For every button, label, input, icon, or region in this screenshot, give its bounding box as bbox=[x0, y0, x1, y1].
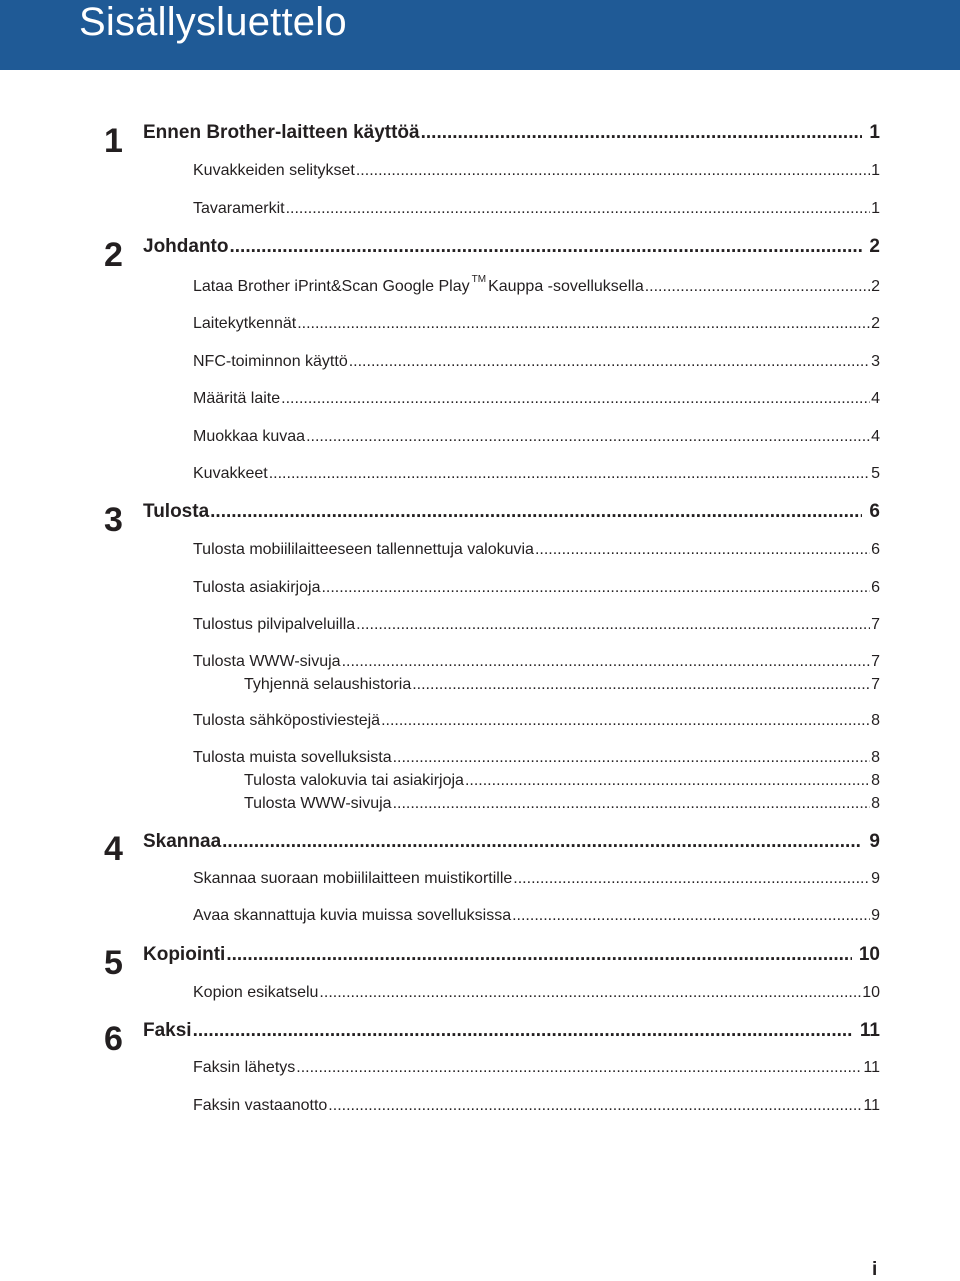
dot-leader bbox=[412, 676, 870, 694]
dot-leader bbox=[393, 795, 871, 813]
toc-chapter-title: Skannaa bbox=[143, 831, 222, 852]
toc-page-number: 8 bbox=[871, 772, 880, 789]
toc-chapter-entry[interactable] bbox=[143, 236, 880, 258]
toc-page-number: 2 bbox=[869, 236, 880, 257]
dot-leader bbox=[535, 541, 870, 559]
toc-subentry[interactable] bbox=[244, 772, 880, 790]
toc-page-number: 6 bbox=[871, 579, 880, 596]
dot-leader bbox=[349, 353, 870, 371]
trademark-mark: TM bbox=[471, 274, 487, 285]
dot-leader bbox=[306, 428, 870, 446]
toc-page-number: 2 bbox=[871, 278, 880, 295]
dot-leader bbox=[321, 579, 870, 597]
toc-page-number: 1 bbox=[871, 200, 880, 217]
toc-entry[interactable] bbox=[193, 353, 880, 371]
toc-entry[interactable] bbox=[193, 428, 880, 446]
chapter-number: 3 bbox=[104, 501, 123, 539]
dot-leader bbox=[281, 390, 870, 408]
toc-page-number: 10 bbox=[862, 984, 880, 1001]
toc-page-number: 1 bbox=[869, 122, 880, 143]
toc-chapter-title: Kopiointi bbox=[143, 944, 226, 965]
toc-entry[interactable] bbox=[193, 1097, 880, 1115]
chapter-number: 5 bbox=[104, 944, 123, 982]
page-title: Sisällysluettelo bbox=[79, 0, 347, 44]
toc-chapter-entry[interactable] bbox=[143, 122, 880, 144]
toc-entry[interactable] bbox=[193, 315, 880, 333]
toc-entry-title: Kuvakkeet bbox=[193, 465, 268, 482]
toc-entry-title: Faksin lähetys bbox=[193, 1059, 296, 1076]
toc-page-number: 5 bbox=[871, 465, 880, 482]
dot-leader bbox=[226, 944, 852, 966]
dot-leader bbox=[356, 162, 870, 180]
page-number: i bbox=[872, 1259, 878, 1280]
toc-subentry[interactable] bbox=[244, 676, 880, 694]
toc-entry[interactable] bbox=[193, 579, 880, 597]
toc-page-number: 8 bbox=[871, 712, 880, 729]
toc-entry-title: Tulosta WWW-sivuja bbox=[244, 795, 392, 812]
toc-entry[interactable] bbox=[193, 907, 880, 925]
toc-entry[interactable] bbox=[193, 870, 880, 888]
dot-leader bbox=[297, 315, 870, 333]
toc-chapter-title: Johdanto bbox=[143, 236, 229, 257]
dot-leader bbox=[269, 465, 870, 483]
dot-leader bbox=[210, 501, 862, 523]
toc-entry-title: Tulosta sähköpostiviestejä bbox=[193, 712, 381, 729]
toc-page-number: 9 bbox=[871, 907, 880, 924]
toc-entry-title: Tavaramerkit bbox=[193, 200, 285, 217]
dot-leader bbox=[512, 907, 870, 925]
toc-page-number: 11 bbox=[859, 1020, 880, 1041]
toc-page-number: 3 bbox=[871, 353, 880, 370]
toc-entry-title: Kopion esikatselu bbox=[193, 984, 319, 1001]
dot-leader bbox=[393, 749, 871, 767]
toc-page-number: 8 bbox=[871, 749, 880, 766]
toc-page-number: 11 bbox=[863, 1059, 880, 1076]
dot-leader bbox=[645, 278, 870, 296]
toc-chapter-title: Tulosta bbox=[143, 501, 210, 522]
chapter-number: 2 bbox=[104, 236, 123, 274]
dot-leader bbox=[230, 236, 863, 258]
dot-leader bbox=[193, 1020, 853, 1042]
toc-entry-title: Laitekytkennät bbox=[193, 315, 297, 332]
dot-leader bbox=[465, 772, 870, 790]
chapter-number: 6 bbox=[104, 1020, 123, 1058]
toc-entry-title-part: Kauppa -sovelluksella bbox=[488, 278, 644, 295]
toc-entry-title: Kuvakkeiden selitykset bbox=[193, 162, 355, 179]
toc-chapter-entry[interactable] bbox=[143, 501, 880, 523]
toc-chapter-title: Ennen Brother-laitteen käyttöä bbox=[143, 122, 420, 143]
chapter-number: 1 bbox=[104, 122, 123, 160]
toc-entry-title bbox=[193, 274, 644, 296]
dot-leader bbox=[342, 653, 871, 671]
toc-page-number: 7 bbox=[871, 616, 880, 633]
toc-entry[interactable] bbox=[193, 465, 880, 483]
toc-entry-title: NFC-toiminnon käyttö bbox=[193, 353, 348, 370]
toc-entry-title-part: Lataa Brother iPrint&Scan Google Play bbox=[193, 278, 470, 295]
toc-entry-title: Tyhjennä selaushistoria bbox=[244, 676, 412, 693]
dot-leader bbox=[296, 1059, 862, 1077]
dot-leader bbox=[381, 712, 870, 730]
toc-page-number: 6 bbox=[869, 501, 880, 522]
dot-leader bbox=[286, 200, 871, 218]
toc-page-number: 6 bbox=[871, 541, 880, 558]
toc-page-number: 4 bbox=[871, 390, 880, 407]
toc-page-number: 9 bbox=[871, 870, 880, 887]
toc-entry[interactable] bbox=[193, 390, 880, 408]
toc-chapter-entry[interactable] bbox=[143, 1020, 880, 1042]
page-header bbox=[0, 0, 960, 70]
toc-entry-title: Tulosta muista sovelluksista bbox=[193, 749, 392, 766]
toc-entry[interactable] bbox=[193, 541, 880, 559]
toc-entry[interactable] bbox=[193, 749, 880, 767]
toc-page-number: 10 bbox=[858, 944, 880, 965]
toc-page-number: 1 bbox=[871, 162, 880, 179]
toc-entry[interactable] bbox=[193, 1059, 880, 1077]
toc-page-number: 8 bbox=[871, 795, 880, 812]
toc-page-number: 4 bbox=[871, 428, 880, 445]
toc-subentry[interactable] bbox=[244, 795, 880, 813]
toc-entry-title: Määritä laite bbox=[193, 390, 281, 407]
toc-page-number: 9 bbox=[869, 831, 880, 852]
toc-page-number: 7 bbox=[871, 653, 880, 670]
dot-leader bbox=[222, 831, 862, 853]
dot-leader bbox=[319, 984, 861, 1002]
dot-leader bbox=[328, 1097, 862, 1115]
toc-entry-title: Tulosta mobiililaitteeseen tallennettuja valokuvia bbox=[193, 541, 534, 558]
toc-entry-title: Tulosta WWW-sivuja bbox=[193, 653, 341, 670]
toc-entry[interactable] bbox=[193, 653, 880, 671]
toc-chapter-entry[interactable] bbox=[143, 831, 880, 853]
toc-entry[interactable] bbox=[193, 712, 880, 730]
toc-page-number: 7 bbox=[871, 676, 880, 693]
dot-leader bbox=[356, 616, 870, 634]
toc-entry-title: Skannaa suoraan mobiililaitteen muistikortille bbox=[193, 870, 513, 887]
toc-entry-title: Muokkaa kuvaa bbox=[193, 428, 306, 445]
toc-chapter-entry[interactable] bbox=[143, 944, 880, 966]
toc-entry-title: Tulostus pilvipalveluilla bbox=[193, 616, 356, 633]
toc-entry-title: Avaa skannattuja kuvia muissa sovelluksissa bbox=[193, 907, 512, 924]
toc-entry[interactable] bbox=[193, 274, 880, 296]
dot-leader bbox=[421, 122, 863, 144]
toc-entry[interactable] bbox=[193, 984, 880, 1002]
toc-entry[interactable] bbox=[193, 200, 880, 218]
toc-entry-title: Faksin vastaanotto bbox=[193, 1097, 328, 1114]
toc-entry-title: Tulosta valokuvia tai asiakirjoja bbox=[244, 772, 464, 789]
toc-page-number: 11 bbox=[863, 1097, 880, 1114]
toc-page-number: 2 bbox=[871, 315, 880, 332]
chapter-number: 4 bbox=[104, 830, 123, 868]
toc-entry[interactable] bbox=[193, 616, 880, 634]
toc-chapter-title: Faksi bbox=[143, 1020, 192, 1041]
dot-leader bbox=[513, 870, 870, 888]
toc-entry-title: Tulosta asiakirjoja bbox=[193, 579, 321, 596]
toc-entry[interactable] bbox=[193, 162, 880, 180]
